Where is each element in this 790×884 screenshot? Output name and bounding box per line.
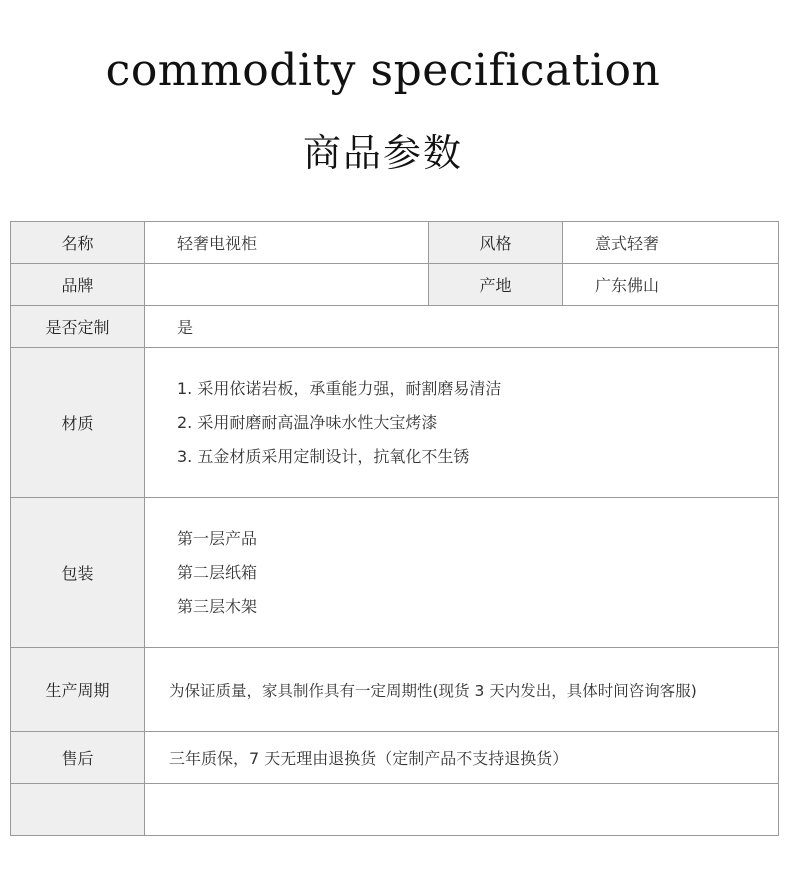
spec-row-brand	[11, 264, 779, 306]
title-english: commodity specification	[105, 45, 661, 96]
aftersale-label: 售后	[11, 732, 145, 784]
title-chinese: 商品参数	[302, 131, 463, 175]
origin-label: 产地	[429, 264, 563, 306]
empty-value	[145, 784, 779, 836]
spec-row-custom	[11, 306, 779, 348]
cycle-label: 生产周期	[11, 648, 145, 732]
spec-row-cycle	[11, 648, 779, 732]
custom-value: 是	[145, 306, 779, 348]
packaging-label: 包装	[11, 498, 145, 648]
name-value: 轻奢电视柜	[145, 222, 429, 264]
spec-row-material	[11, 348, 779, 498]
name-label: 名称	[11, 222, 145, 264]
spec-row-empty	[11, 784, 779, 836]
cycle-value: 为保证质量，家具制作具有一定周期性(现货 3 天内发出，具体时间咨询客服)	[145, 648, 779, 732]
material-list	[145, 348, 779, 498]
brand-value	[145, 264, 429, 306]
empty-label	[11, 784, 145, 836]
material-item: 1. 采用依诺岩板，承重能力强，耐割磨易清洁	[177, 378, 502, 398]
aftersale-value: 三年质保，7 天无理由退换货（定制产品不支持退换货）	[145, 732, 779, 784]
brand-label: 品牌	[11, 264, 145, 306]
spec-table	[10, 221, 779, 836]
spec-row-packaging	[11, 498, 779, 648]
origin-value: 广东佛山	[563, 264, 779, 306]
packaging-item: 第二层纸箱	[177, 562, 258, 582]
packaging-item: 第三层木架	[177, 596, 258, 616]
packaging-item: 第一层产品	[177, 528, 258, 548]
style-label: 风格	[429, 222, 563, 264]
custom-label: 是否定制	[11, 306, 145, 348]
material-item: 2. 采用耐磨耐高温净味水性大宝烤漆	[177, 412, 438, 432]
material-item: 3. 五金材质采用定制设计，抗氧化不生锈	[177, 446, 470, 466]
spec-row-aftersale	[11, 732, 779, 784]
packaging-list	[145, 498, 779, 648]
spec-row-name	[11, 222, 779, 264]
material-label: 材质	[11, 348, 145, 498]
style-value: 意式轻奢	[563, 222, 779, 264]
